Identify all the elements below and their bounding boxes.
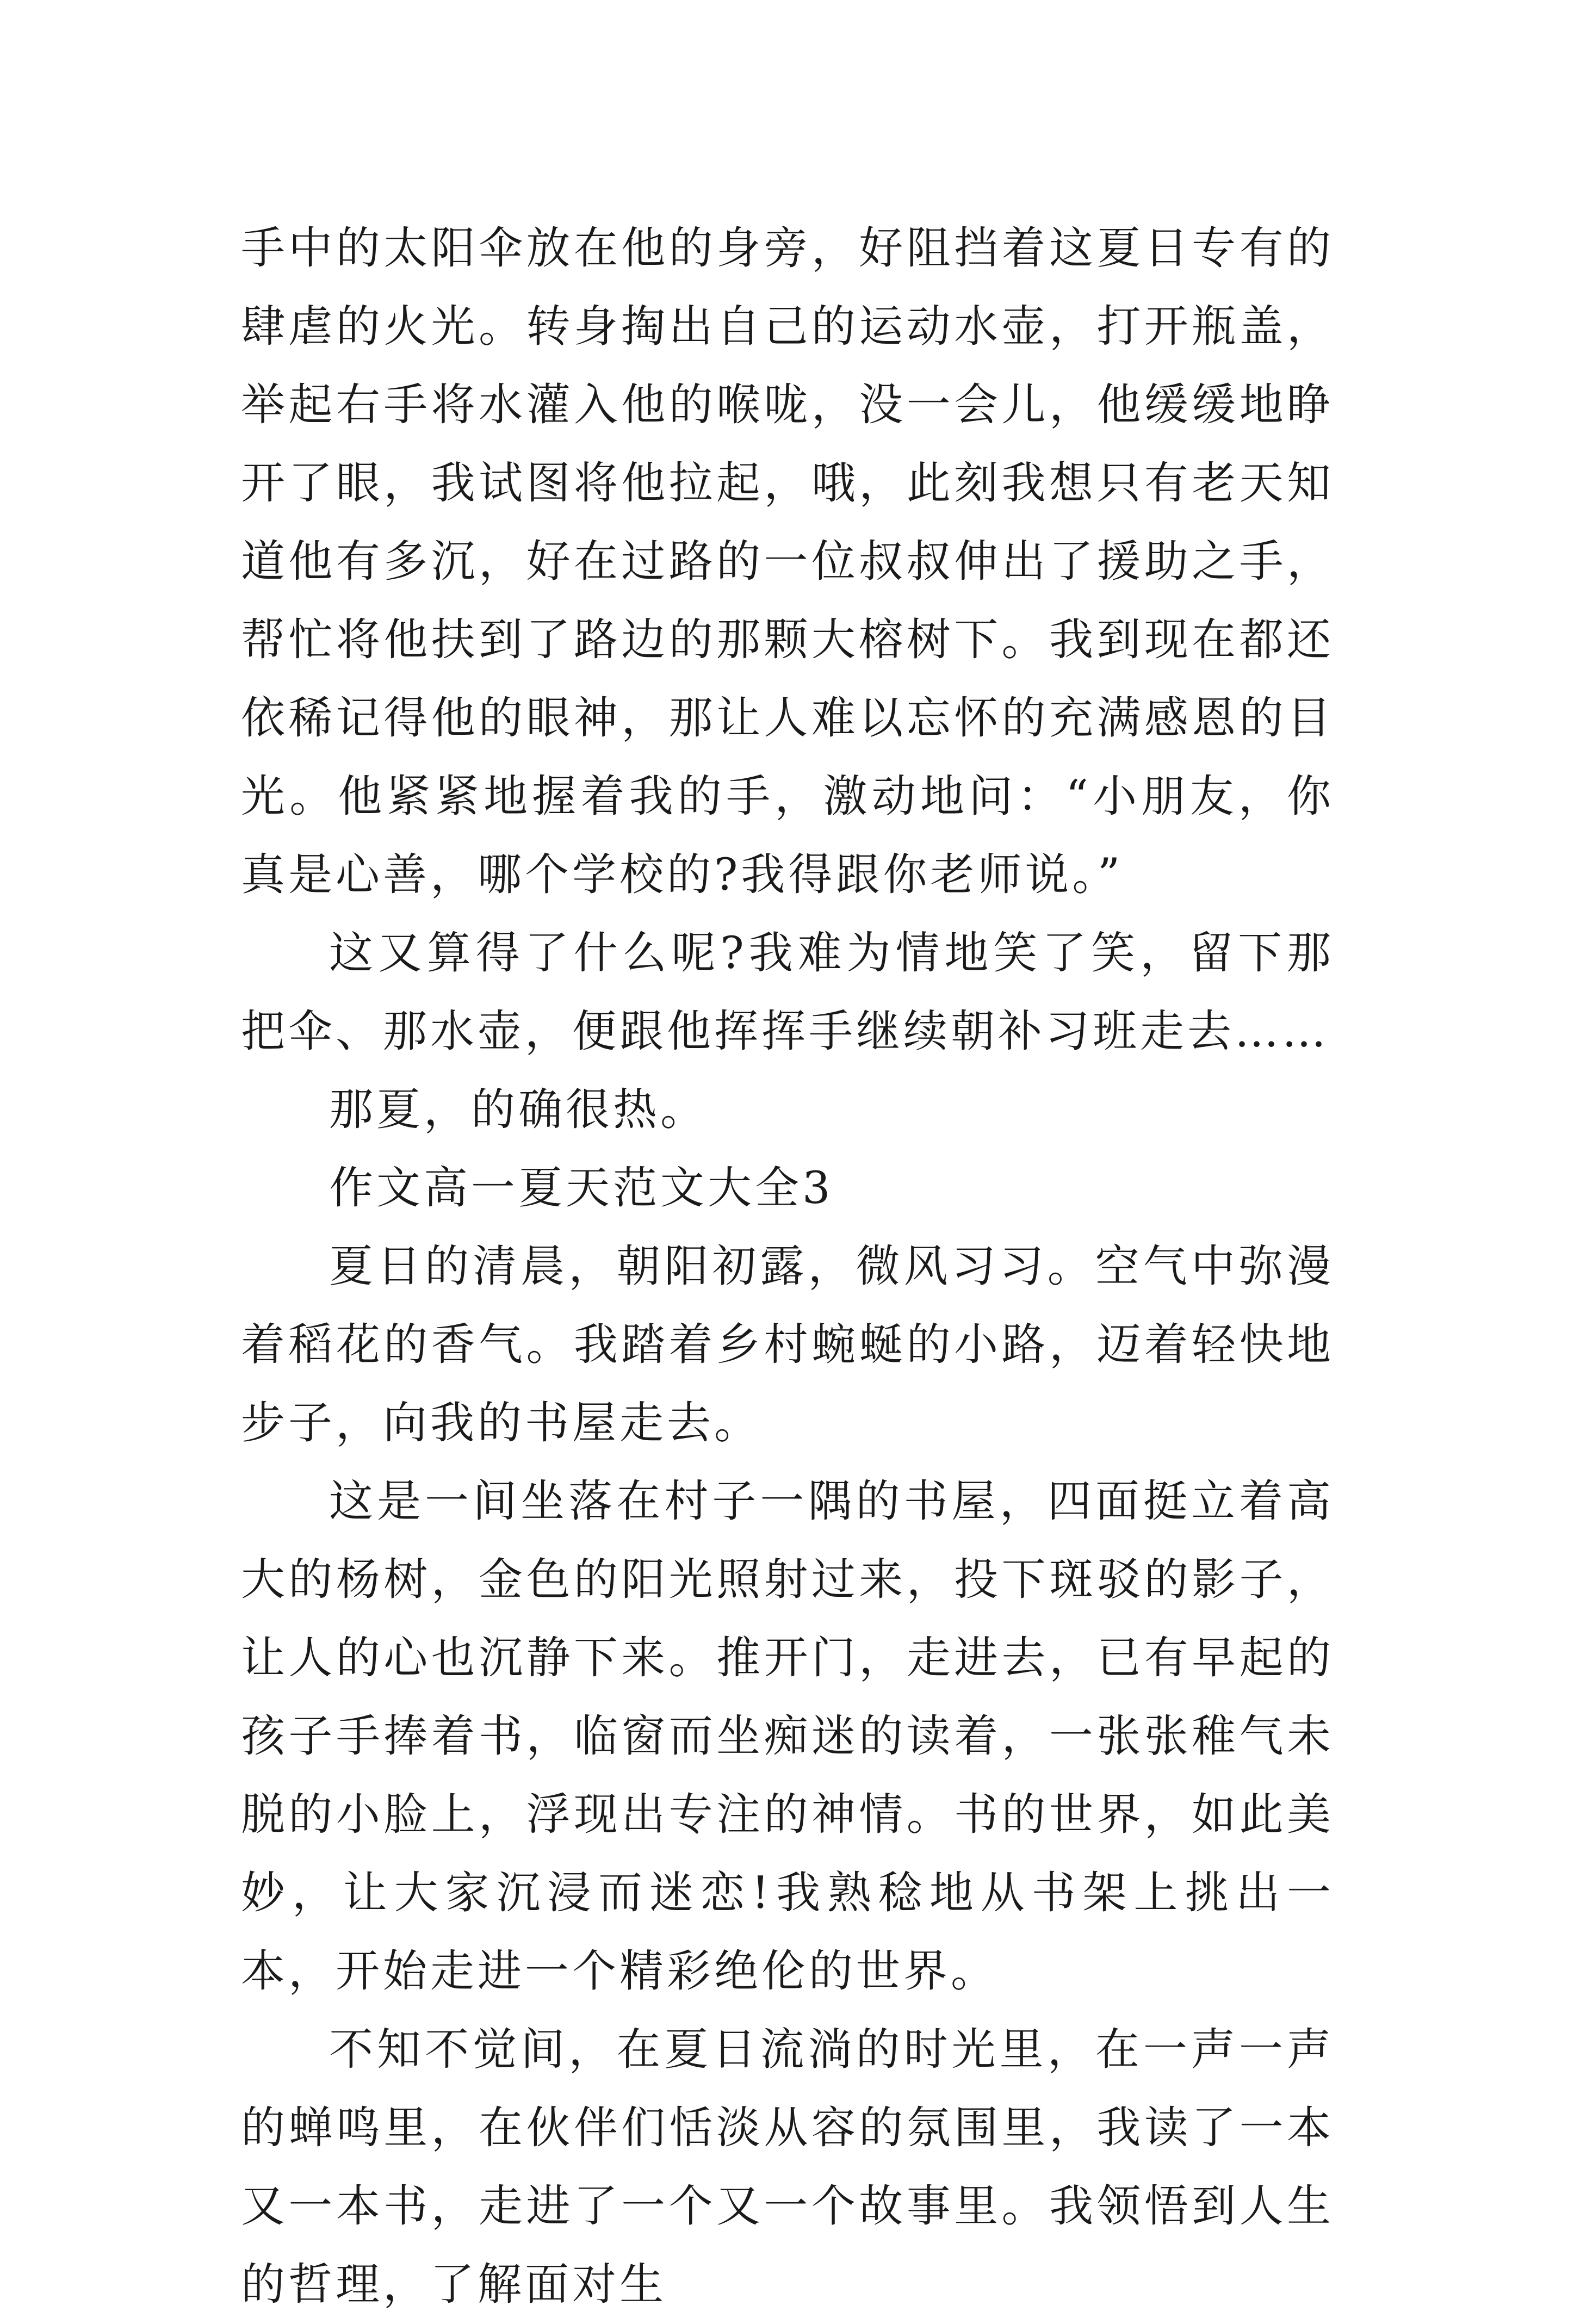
paragraph: 这是一间坐落在村子一隅的书屋，四面挺立着高大的杨树，金色的阳光照射过来，投下斑驳的影子，让人的心也沉静下来。推开门，走进去，已有早起的孩子手捧着书，临窗而坐痴迷的读着，一张张稚气未脱的小脸上，浮现出专注的神情。书的世界，如此美妙，让大家沉浸而迷恋!我熟稔地从书架上挑出一本，开始走进一个精彩绝伦的世界。 — [241, 1476, 1334, 1997]
paragraph-continuation: 手中的太阳伞放在他的身旁，好阻挡着这夏日专有的肆虐的火光。转身掏出自己的运动水壶，打开瓶盖，举起右手将水灌入他的喉咙，没一会儿，他缓缓地睁开了眼，我试图将他拉起，哦，此刻我想只有老天知道他有多沉，好在过路的一位叔叔伸出了援助之手，帮忙将他扶到了路边的那颗大榕树下。我到现在都还依稀记得他的眼神，那让人难以忘怀的充满感恩的目光。他紧紧地握着我的手，激动地问：“小朋友，你真是心善，哪个学校的?我得跟你老师说。” — [241, 223, 1334, 901]
section-heading: 作文高一夏天范文大全3 — [329, 1163, 834, 1214]
paragraph: 这又算得了什么呢?我难为情地笑了笑，留下那把伞、那水壶，便跟他挥挥手继续朝补习班走去…… — [241, 928, 1334, 1057]
body-text — [241, 209, 1334, 2324]
paragraph: 那夏，的确很热。 — [329, 1084, 708, 1136]
paragraph: 夏日的清晨，朝阳初露，微风习习。空气中弥漫着稻花的香气。我踏着乡村蜿蜒的小路，迈着轻快地步子，向我的书屋走去。 — [241, 1241, 1334, 1449]
paragraph: 不知不觉间，在夏日流淌的时光里，在一声一声的蝉鸣里，在伙伴们恬淡从容的氛围里，我读了一本又一本书，走进了一个又一个故事里。我领悟到人生的哲理，了解面对生 — [241, 2024, 1334, 2310]
